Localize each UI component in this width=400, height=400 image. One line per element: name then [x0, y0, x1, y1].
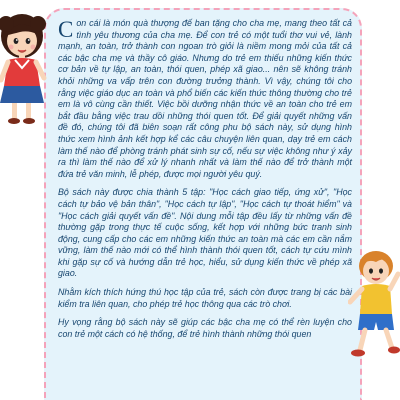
drop-cap: C — [58, 17, 74, 42]
paragraph-intro — [58, 18, 352, 180]
paragraph-tests: Nhằm kích thích hứng thú học tập của trẻ, sách còn được trang bị các bài kiểm tra liên quan, cho phép trẻ học thông qua các trò chơi. — [58, 287, 352, 309]
boy-illustration — [348, 244, 400, 364]
paragraph-intro-text: on cái là món quà thượng đế ban tặng cho cha mẹ, mang theo tất cả tình yêu thương của cha mẹ. Để con trẻ có một tuổi thơ vui vẻ, lành mạnh, an toàn, trở thành con ngoan trò giỏi là niềm mong mỏi của tất cả các bậc cha mẹ và thầy cô giáo. Nhưng do trẻ em thiếu những kiến thức cơ bản về tự lập, an toàn, thói quen, phép xã giao... nên sẽ không tránh khỏi những va vấp trên con đường trưởng thành. Vì vậy, chúng tôi cho rằng việc giáo dục an toàn và phổ biến các kiến thức thông thường cho trẻ em là vô cùng cần thiết. Việc bồi dưỡng nhận thức về an toàn cho trẻ em bắt đầu bằng việc trau dồi những thói quen tốt. Để giải quyết những vấn đề đó, chúng tôi đã biên soạn rất công phu bộ sách này, sử dụng hình thức xem hình ảnh kết hợp kể các câu chuyện liên quan, dạy trẻ em cách làm thế nào để phòng tránh phát sinh sự cố, nếu sự việc không như ý xảy ra thì làm thế nào để xử lý nhanh nhất và làm thế nào để trở thành một đứa trẻ văn minh, lễ phép, được mọi người yêu quý. — [58, 18, 352, 179]
girl-illustration — [0, 8, 48, 128]
paragraph-volumes: Bộ sách này được chia thành 5 tập: "Học cách giao tiếp, ứng xử", "Học cách tự bảo vệ bản thân", "Học cách tự lập", "Học cách tự thoát hiểm" và "Học cách giải quyết vấn đề". Nội dung mỗi tập đều lấy từ những vấn đề thường gặp trong thực tế cuộc sống, kết hợp với những bức tranh sinh động, cung cấp cho các em những kiến thức an toàn mà các em cần nắm vững, làm thế nào mới có thể hình thành thói quen tốt, cách tự cứu mình khi gặp sự cố và hướng dẫn trẻ học, hiểu, sử dụng kiến thức về phép xã giao. — [58, 187, 352, 279]
paragraph-hope: Hy vọng rằng bộ sách này sẽ giúp các bậc cha mẹ có thể rèn luyện cho con trẻ một cách có hệ thống, để trẻ hình thành những thói quen — [58, 317, 352, 339]
text-panel — [44, 8, 362, 400]
